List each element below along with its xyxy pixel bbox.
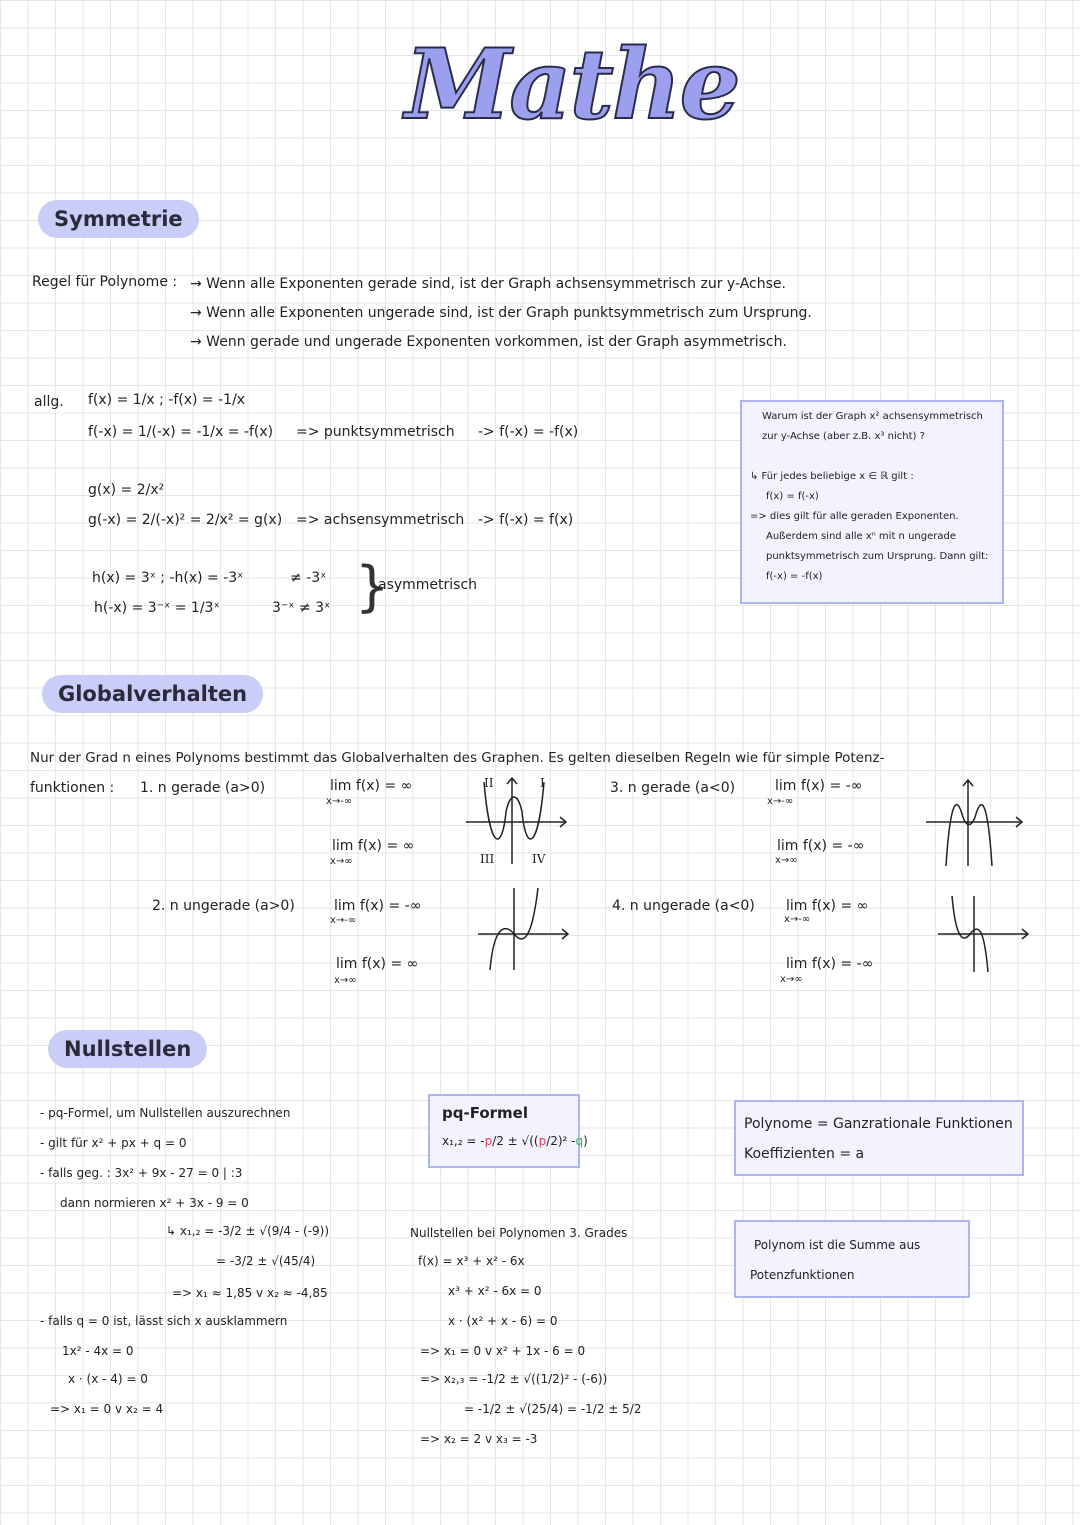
definition-line: Polynom ist die Summe aus <box>754 1238 921 1252</box>
graph-case-3 <box>922 774 1028 870</box>
deg3-line: = -1/2 ± √(25/4) = -1/2 ± 5/2 <box>464 1402 642 1416</box>
deg3-line: x · (x² + x - 6) = 0 <box>448 1314 558 1328</box>
pq-part: /2)² - <box>546 1134 576 1148</box>
formula-g-def: g(x) = 2/x² <box>88 482 165 498</box>
limit-text: lim f(x) = -∞ <box>786 956 874 972</box>
nullstellen-line: - falls geg. : 3x² + 9x - 27 = 0 | :3 <box>40 1166 243 1180</box>
pq-title: pq-Formel <box>442 1104 528 1122</box>
nullstellen-line: - gilt für x² + px + q = 0 <box>40 1136 187 1150</box>
note-line: Außerdem sind alle xⁿ mit n ungerade <box>766 531 956 542</box>
graph-case-2 <box>474 884 574 974</box>
limit-text: lim f(x) = ∞ <box>332 838 415 854</box>
note-line: f(-x) = -f(x) <box>766 571 823 582</box>
rule-label: Regel für Polynome : <box>32 274 178 290</box>
formula-h-neg: h(-x) = 3⁻ˣ = 1/3ˣ <box>94 600 220 616</box>
deg3-line: => x₂,₃ = -1/2 ± √((1/2)² - (-6)) <box>420 1372 608 1386</box>
result-achsensymmetrisch: => achsensymmetrisch <box>296 512 465 528</box>
limit-sub: x→-∞ <box>767 796 794 807</box>
quadrant-label: IV <box>532 852 546 866</box>
limit-sub: x→-∞ <box>326 796 353 807</box>
pq-p: p <box>538 1134 547 1148</box>
limit-sub: x→∞ <box>775 855 798 866</box>
note-line: Warum ist der Graph x² achsensymmetrisch <box>762 411 983 422</box>
rule-line: → Wenn gerade und ungerade Exponenten vorkommen, ist der Graph asymmetrisch. <box>190 334 787 350</box>
limit-text: lim f(x) = -∞ <box>775 778 863 794</box>
note-box-symmetrie <box>740 400 1004 604</box>
graph-case-1 <box>462 772 572 872</box>
definition-box-summe <box>734 1220 970 1298</box>
global-intro: Nur der Grad n eines Polynoms bestimmt das Globalverhalten des Graphen. Es gelten dieselben Regeln wie für simple Potenz- <box>30 750 885 766</box>
definition-line: Koeffizienten = a <box>744 1146 865 1162</box>
pq-part: x₁,₂ = - <box>442 1134 485 1148</box>
limit-sub: x→∞ <box>780 974 803 985</box>
quadrant-label: II <box>484 776 494 790</box>
note-line: => dies gilt für alle geraden Exponenten. <box>750 511 959 522</box>
nullstellen-line: => x₁ ≈ 1,85 v x₂ ≈ -4,85 <box>172 1286 328 1300</box>
allg-label: allg. <box>34 394 64 410</box>
deg3-title: Nullstellen bei Polynomen 3. Grades <box>410 1226 628 1240</box>
limit-sub: x→-∞ <box>330 915 357 926</box>
rule-line: → Wenn alle Exponenten gerade sind, ist der Graph achsensymmetrisch zur y-Achse. <box>190 276 786 292</box>
result-punktsymmetrisch: => punktsymmetrisch <box>296 424 455 440</box>
pq-part: /2 ± √(( <box>492 1134 539 1148</box>
pq-formel-box <box>428 1094 588 1168</box>
limit-text: lim f(x) = ∞ <box>336 956 419 972</box>
limit-text: lim f(x) = ∞ <box>330 778 413 794</box>
nullstellen-line: - falls q = 0 ist, lässt sich x ausklammern <box>40 1314 288 1328</box>
note-line: ↳ Für jedes beliebige x ∈ ℝ gilt : <box>750 471 914 482</box>
nullstellen-line: x · (x - 4) = 0 <box>68 1372 148 1386</box>
case-label: 1. n gerade (a>0) <box>140 780 266 796</box>
case-label: 4. n ungerade (a<0) <box>612 898 755 914</box>
pq-p: p <box>484 1134 493 1148</box>
case-label: 3. n gerade (a<0) <box>610 780 736 796</box>
limit-sub: x→∞ <box>334 975 357 986</box>
limit-text: lim f(x) = -∞ <box>777 838 865 854</box>
formula-h-def: h(x) = 3ˣ ; -h(x) = -3ˣ <box>92 570 244 586</box>
note-line: punktsymmetrisch zum Ursprung. Dann gilt: <box>766 551 989 562</box>
definition-box-polynome <box>734 1100 1024 1176</box>
deg3-line: => x₂ = 2 v x₃ = -3 <box>420 1432 538 1446</box>
formula-f-neg: f(-x) = 1/(-x) = -1/x = -f(x) <box>88 424 274 440</box>
limit-text: lim f(x) = ∞ <box>786 898 869 914</box>
pq-formula <box>442 1134 588 1148</box>
note-line: zur y-Achse (aber z.B. x³ nicht) ? <box>762 431 925 442</box>
quadrant-label: I <box>540 776 545 790</box>
rule-punkt: -> f(-x) = -f(x) <box>478 424 579 440</box>
section-heading-symmetrie: Symmetrie <box>38 200 199 238</box>
note-line: f(x) = f(-x) <box>766 491 819 502</box>
formula-f-def: f(x) = 1/x ; -f(x) = -1/x <box>88 392 246 408</box>
quadrant-label: III <box>480 852 495 866</box>
nullstellen-line: dann normieren x² + 3x - 9 = 0 <box>60 1196 249 1210</box>
definition-line: Polynome = Ganzrationale Funktionen <box>744 1116 1013 1132</box>
result-asymmetrisch: asymmetrisch <box>378 577 478 593</box>
formula-g-neg: g(-x) = 2/(-x)² = 2/x² = g(x) <box>88 512 283 528</box>
nullstellen-line: - pq-Formel, um Nullstellen auszurechnen <box>40 1106 291 1120</box>
limit-sub: x→-∞ <box>784 914 811 925</box>
formula-h-ne2: 3⁻ˣ ≠ 3ˣ <box>272 600 331 616</box>
deg3-line: x³ + x² - 6x = 0 <box>448 1284 542 1298</box>
nullstellen-line: 1x² - 4x = 0 <box>62 1344 134 1358</box>
brace-icon: } <box>355 555 390 618</box>
nullstellen-line: = -3/2 ± √(45/4) <box>216 1254 316 1268</box>
definition-line: Potenzfunktionen <box>750 1268 855 1282</box>
page-title: Mathe <box>405 28 739 141</box>
global-intro: funktionen : <box>30 780 115 796</box>
section-heading-globalverhalten: Globalverhalten <box>42 675 263 713</box>
nullstellen-line: ↳ x₁,₂ = -3/2 ± √(9/4 - (-9)) <box>166 1224 330 1238</box>
graph-case-4 <box>934 892 1034 976</box>
deg3-line: => x₁ = 0 v x² + 1x - 6 = 0 <box>420 1344 586 1358</box>
rule-line: → Wenn alle Exponenten ungerade sind, ist der Graph punktsymmetrisch zum Ursprung. <box>190 305 812 321</box>
case-label: 2. n ungerade (a>0) <box>152 898 295 914</box>
pq-q: q <box>575 1134 584 1148</box>
limit-text: lim f(x) = -∞ <box>334 898 422 914</box>
formula-h-ne1: ≠ -3ˣ <box>290 570 327 586</box>
deg3-line: f(x) = x³ + x² - 6x <box>418 1254 525 1268</box>
limit-sub: x→∞ <box>330 856 353 867</box>
nullstellen-line: => x₁ = 0 v x₂ = 4 <box>50 1402 164 1416</box>
section-heading-nullstellen: Nullstellen <box>48 1030 207 1068</box>
pq-part: ) <box>583 1134 588 1148</box>
rule-achsen: -> f(-x) = f(x) <box>478 512 574 528</box>
